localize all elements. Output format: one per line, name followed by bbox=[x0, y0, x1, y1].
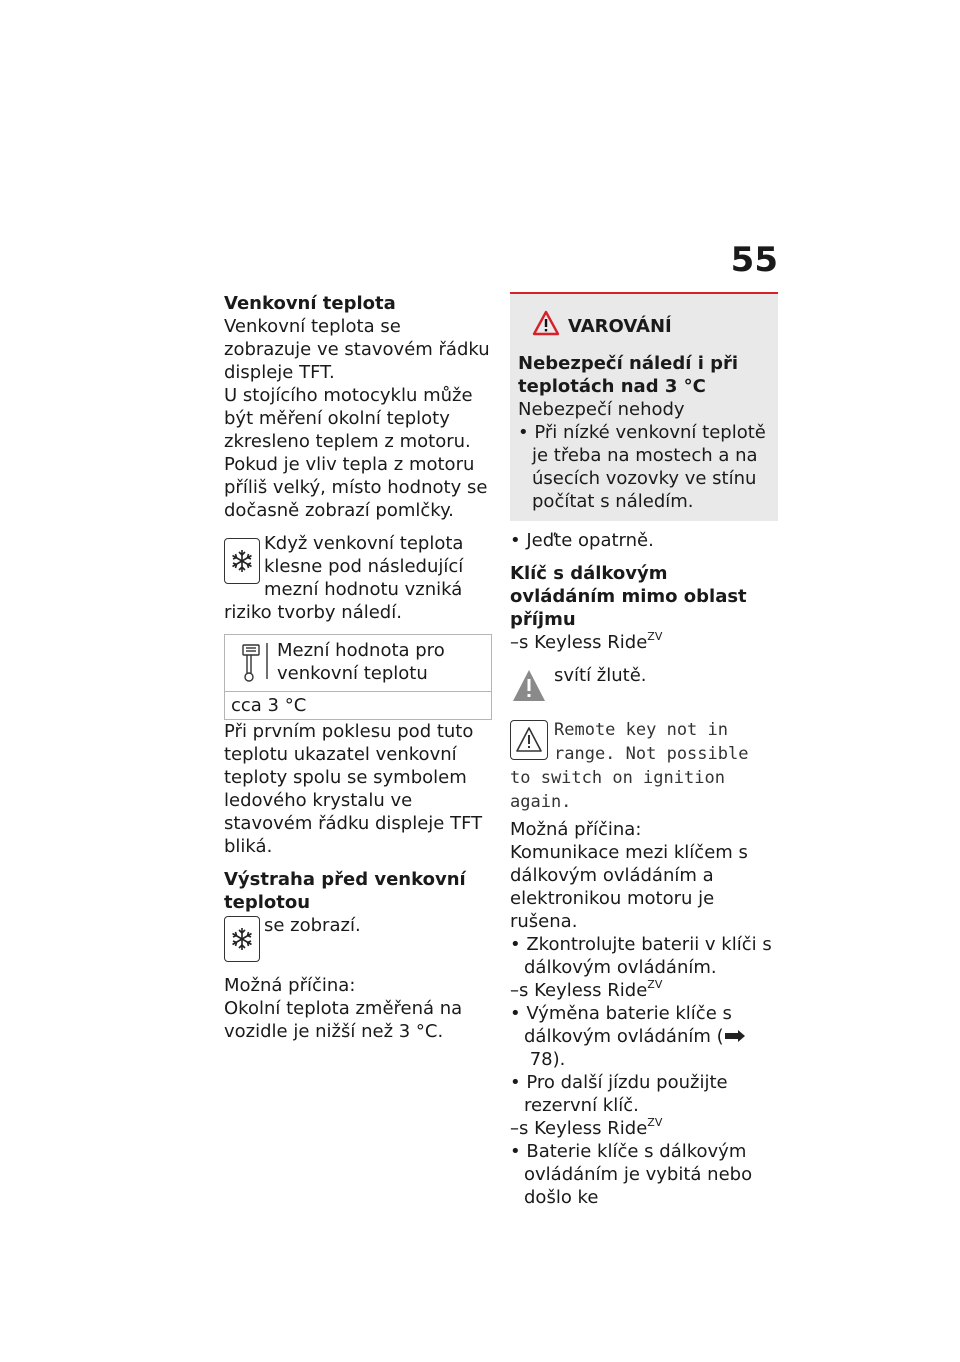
limit-value-table bbox=[224, 634, 492, 720]
arrow-icon bbox=[724, 1030, 746, 1042]
warning-title bbox=[518, 310, 770, 342]
list-item: • Jeďte opatrně. bbox=[510, 530, 654, 551]
page-link[interactable]: 78). bbox=[529, 1049, 566, 1070]
list-item: • Pro další jízdu použijte rezervní klíč. bbox=[510, 1072, 728, 1116]
paragraph: Při prvním poklesu pod tuto teplotu ukazatel venkovní teploty spolu se symbolem ledového krystalu ve stavovém řádku displeje TFT bliká. bbox=[224, 721, 483, 857]
page-number: 55 bbox=[730, 240, 778, 280]
table-header-text: Mezní hodnota pro venkovní teplotu bbox=[277, 640, 445, 684]
table-value: cca 3 °C bbox=[231, 695, 307, 716]
heading-outside-temperature: Venkovní teplota bbox=[224, 293, 396, 314]
warning-label: VAROVÁNÍ bbox=[568, 315, 672, 337]
warning-display-info bbox=[224, 914, 492, 964]
table-header bbox=[225, 635, 491, 692]
paragraph: Možná příčina: bbox=[224, 975, 356, 996]
display-message bbox=[510, 718, 778, 814]
list-item: • Výměna baterie klíče s dálkovým ovládáním ( 78). bbox=[510, 1002, 778, 1071]
heading-key-out-of-range: Klíč s dálkovým ovládáním mimo oblast příjmu bbox=[510, 563, 747, 630]
frost-info bbox=[224, 532, 492, 624]
paragraph: Možná příčina: bbox=[510, 819, 642, 840]
paragraph: svítí žlutě. bbox=[554, 665, 647, 686]
paragraph: Venkovní teplota se zobrazuje ve stavovém řádku displeje TFT. bbox=[224, 316, 490, 383]
display-message-text: Remote key not in range. Not possible to switch on ignition again. bbox=[510, 720, 749, 812]
paragraph: Okolní teplota změřená na vozidle je nižší než 3 °C. bbox=[224, 998, 463, 1042]
thermometer-icon bbox=[231, 639, 271, 685]
warning-heading: Nebezpečí náledí i při teplotách nad 3 °C bbox=[518, 353, 739, 397]
key-indicator-info bbox=[510, 664, 778, 708]
snowflake-icon bbox=[224, 916, 260, 962]
right-column bbox=[510, 292, 778, 1209]
warning-triangle-icon bbox=[510, 720, 548, 760]
paragraph: Když venkovní teplota klesne pod následující mezní hodnotu vzniká riziko tvorby náledí. bbox=[224, 533, 464, 623]
paragraph: U stojícího motocyklu může být měření okolní teploty zkresleno teplem z motoru. Pokud je vliv tepla z motoru příliš velký, místo hodnoty se dočasně zobrazí pomlčky. bbox=[224, 385, 488, 521]
equipment-note: –s Keyless Ride$^{ZV}$ bbox=[510, 978, 663, 1001]
paragraph: Komunikace mezi klíčem s dálkovým ovládáním a elektronikou motoru je rušena. bbox=[510, 842, 748, 932]
list-item: • Zkontrolujte baterii v klíči s dálkovým ovládáním. bbox=[510, 934, 772, 978]
warning-bullet: • Při nízké venkovní teplotě je třeba na mostech a na úsecích vozovky ve stínu počítat s náledím. bbox=[518, 422, 766, 512]
heading-temperature-warning: Výstraha před venkovní teplotou bbox=[224, 869, 466, 913]
left-column bbox=[224, 292, 492, 1043]
paragraph: se zobrazí. bbox=[264, 915, 361, 936]
warning-subheading: Nebezpečí nehody bbox=[518, 399, 685, 420]
warning-box bbox=[510, 292, 778, 521]
snowflake-icon bbox=[224, 538, 260, 584]
equipment-note: –s Keyless Ride$^{ZV}$ bbox=[510, 1116, 663, 1139]
key-triangle-icon bbox=[510, 666, 548, 706]
list-item: • Baterie klíče s dálkovým ovládáním je vybitá nebo došlo ke bbox=[510, 1141, 753, 1208]
warning-triangle-icon bbox=[532, 310, 560, 342]
equipment-note: –s Keyless Ride$^{ZV}$ bbox=[510, 630, 663, 653]
